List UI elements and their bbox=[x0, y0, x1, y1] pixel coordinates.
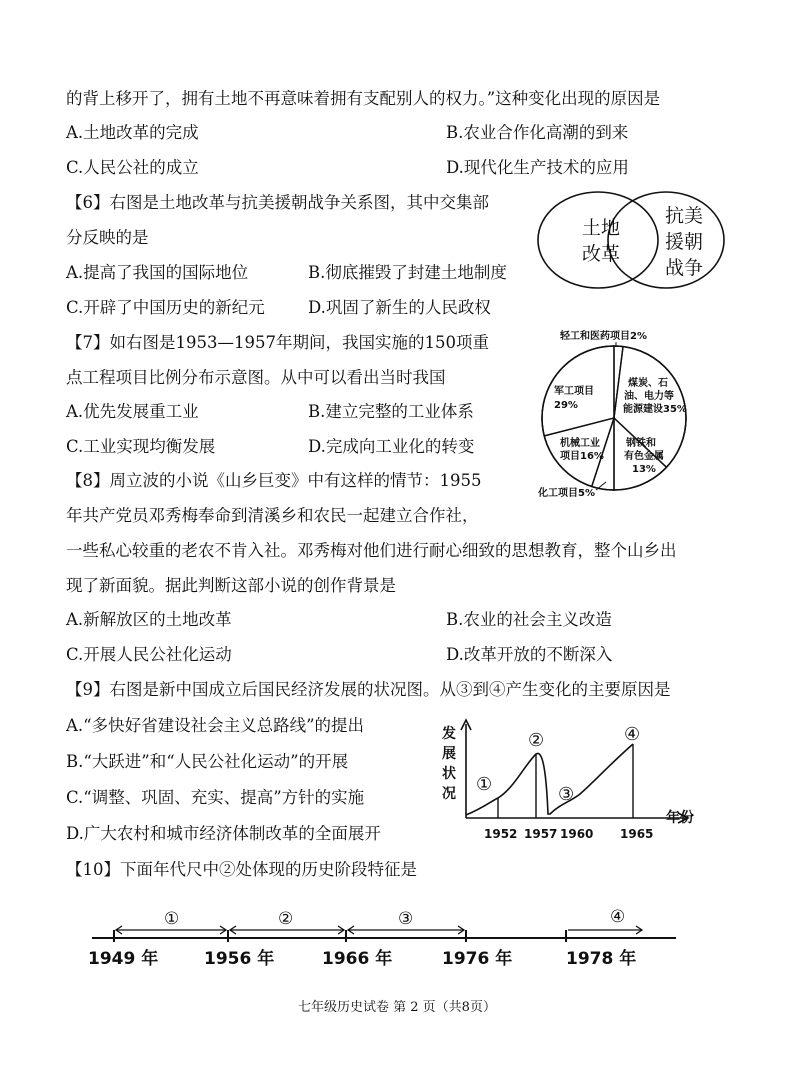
q6-stem-line1: 【6】右图是土地改革与抗美援朝战争关系图，其中交集部 bbox=[66, 193, 489, 212]
q6-option-d: D.巩固了新生的人民政权 bbox=[308, 298, 491, 317]
pie-label-mil-1: 军工项目 bbox=[554, 386, 594, 397]
venn-right-label-1: 抗美 bbox=[665, 205, 704, 227]
q7-option-d: D.完成向工业化的转变 bbox=[308, 437, 475, 456]
timeline bbox=[88, 906, 688, 970]
chart-ylabel-2: 展 bbox=[442, 746, 456, 762]
q7-stem-line2: 点工程项目比例分布示意图。从中可以看出当时我国 bbox=[66, 368, 446, 387]
q8-stem-line3: 一些私心较重的老农不肯入社。邓秀梅对他们进行耐心细致的思想教育，整个山乡出 bbox=[66, 541, 677, 560]
chart-ylabel-3: 状 bbox=[442, 766, 456, 782]
pie-label-steel-1: 钢铁和 bbox=[626, 438, 656, 449]
q9-option-b: B.“大跃进”和“人民公社化运动”的开展 bbox=[66, 752, 349, 771]
pie-label-energy-3: 能源建设35% bbox=[623, 404, 687, 415]
pie-label-light: 轻工和医药项目2% bbox=[560, 331, 647, 342]
pie-label-mach-1: 机械工业 bbox=[560, 438, 600, 449]
timeline-year-1976: 1976 年 bbox=[442, 949, 513, 969]
q7-option-a: A.优先发展重工业 bbox=[66, 402, 199, 421]
q5-option-a: A.土地改革的完成 bbox=[66, 123, 199, 142]
pie-label-mach-2: 项目16% bbox=[560, 451, 604, 462]
timeline-year-1956: 1956 年 bbox=[204, 949, 275, 969]
pie-label-steel-3: 13% bbox=[632, 464, 656, 475]
venn-left-label-1: 土地 bbox=[582, 217, 621, 239]
pie-label-energy-1: 煤炭、石 bbox=[628, 378, 668, 389]
venn-right-label-3: 战争 bbox=[665, 257, 704, 279]
venn-right-label-2: 援朝 bbox=[665, 231, 704, 253]
pie-label-chem: 化工项目5% bbox=[538, 488, 595, 499]
q6-option-b: B.彻底摧毁了封建土地制度 bbox=[308, 263, 507, 282]
chart-year-1952: 1952 bbox=[484, 827, 518, 841]
page-footer: 七年级历史试卷 第 2 页（共8页） bbox=[298, 1000, 496, 1015]
chart-ylabel-4: 况 bbox=[442, 786, 456, 802]
q8-stem-line1: 【8】周立波的小说《山乡巨变》中有这样的情节：1955 bbox=[66, 471, 482, 490]
q7-option-c: C.工业实现均衡发展 bbox=[66, 437, 216, 456]
chart-ylabel-1: 发 bbox=[442, 726, 456, 742]
chart-mark-2: ② bbox=[528, 730, 545, 751]
q5-stem-tail: 的背上移开了，拥有土地不再意味着拥有支配别人的权力。”这种变化出现的原因是 bbox=[66, 89, 661, 108]
q5-option-d: D.现代化生产技术的应用 bbox=[446, 158, 629, 177]
venn-left-label-2: 改革 bbox=[582, 243, 621, 265]
chart-mark-4: ④ bbox=[624, 724, 641, 745]
timeline-year-1978: 1978 年 bbox=[566, 949, 637, 969]
timeline-mark-4: ④ bbox=[610, 907, 626, 927]
chart-year-1960: 1960 bbox=[560, 827, 594, 841]
q7-option-b: B.建立完整的工业体系 bbox=[308, 402, 474, 421]
chart-mark-1: ① bbox=[476, 774, 493, 795]
q9-option-c: C.“调整、巩固、充实、提高”方针的实施 bbox=[66, 788, 365, 807]
chart-year-1957: 1957 bbox=[524, 827, 558, 841]
q5-option-c: C.人民公社的成立 bbox=[66, 158, 199, 177]
chart-year-1965: 1965 bbox=[620, 827, 654, 841]
q8-option-c: C.开展人民公社化运动 bbox=[66, 645, 232, 664]
q6-option-a: A.提高了我国的国际地位 bbox=[66, 263, 249, 282]
timeline-mark-3: ③ bbox=[398, 909, 414, 929]
economic-development-chart bbox=[428, 718, 720, 842]
chart-mark-3: ③ bbox=[558, 784, 575, 805]
chart-xlabel: 年份 bbox=[666, 810, 694, 826]
q8-stem-line2: 年共产党员邓秀梅奉命到清溪乡和农民一起建立合作社， bbox=[66, 506, 479, 525]
timeline-year-1966: 1966 年 bbox=[322, 949, 393, 969]
q5-option-b: B.农业合作化高潮的到来 bbox=[446, 123, 629, 142]
q9-option-d: D.广大农村和城市经济体制改革的全面展开 bbox=[66, 824, 381, 843]
pie-label-mil-2: 29% bbox=[554, 400, 578, 411]
timeline-year-1949: 1949 年 bbox=[88, 949, 159, 969]
q9-stem-line1: 【9】右图是新中国成立后国民经济发展的状况图。从③到④产生变化的主要原因是 bbox=[66, 680, 671, 699]
q8-option-d: D.改革开放的不断深入 bbox=[446, 645, 613, 664]
q8-option-b: B.农业的社会主义改造 bbox=[446, 610, 612, 629]
q6-stem-line2: 分反映的是 bbox=[66, 228, 149, 247]
timeline-mark-1: ① bbox=[164, 909, 180, 929]
q6-option-c: C.开辟了中国历史的新纪元 bbox=[66, 298, 265, 317]
venn-diagram bbox=[530, 184, 770, 296]
q7-stem-line1: 【7】如右图是1953—1957年期间，我国实施的150项重 bbox=[66, 333, 489, 352]
timeline-mark-2: ② bbox=[278, 909, 294, 929]
pie-chart bbox=[530, 322, 700, 502]
q9-option-a: A.“多快好省建设社会主义总路线”的提出 bbox=[66, 716, 365, 735]
q8-stem-line4: 现了新面貌。据此判断这部小说的创作背景是 bbox=[66, 576, 396, 595]
pie-label-energy-2: 油、电力等 bbox=[624, 391, 674, 402]
q10-stem-line1: 【10】下面年代尺中②处体现的历史阶段特征是 bbox=[66, 860, 417, 879]
q8-option-a: A.新解放区的土地改革 bbox=[66, 610, 232, 629]
pie-label-steel-2: 有色金属 bbox=[624, 451, 664, 462]
